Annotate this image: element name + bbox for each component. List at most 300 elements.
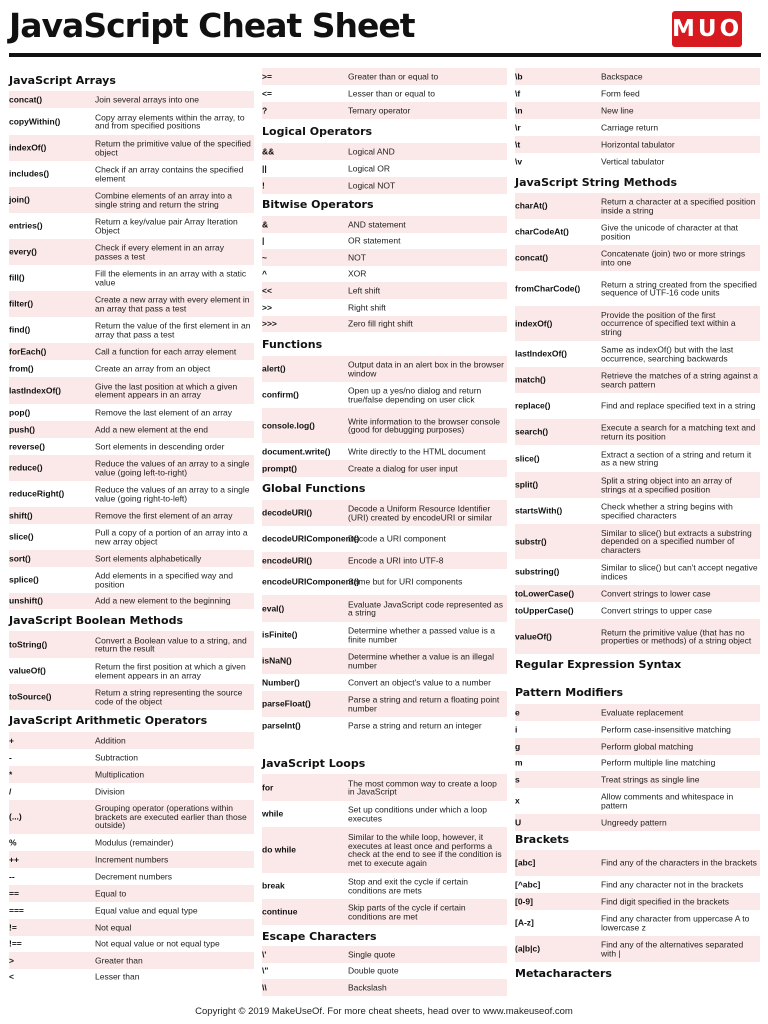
table-row: [262, 216, 507, 233]
entry-description: The most common way to create a loop in JavaScript: [348, 777, 497, 797]
entry-description: Similar to the while loop, however, it executes at least once and performs a check at the end to see if the condition is met to execute again: [348, 831, 502, 868]
entry-description: Perform global matching: [601, 741, 694, 752]
entry-key: \": [262, 965, 269, 976]
entry-description: Execute a search for a matching text and return its position: [601, 422, 756, 441]
entry-key: reduce(): [9, 462, 43, 473]
table-row: [9, 187, 254, 213]
entry-key: !: [262, 180, 265, 190]
table-row: [515, 419, 760, 445]
table-row: [262, 691, 507, 717]
table-row: [9, 213, 254, 239]
entry-key: %: [9, 837, 17, 847]
table-row: [515, 524, 760, 559]
entry-key: includes(): [9, 168, 50, 179]
entry-description: Form feed: [601, 88, 640, 99]
table-row: [9, 732, 254, 749]
entry-description: Evaluate replacement: [601, 707, 684, 718]
entry-key: fromCharCode(): [515, 283, 581, 293]
entry-key: \b: [515, 71, 523, 81]
entry-description: Return a key/value pair Array Iteration Object: [95, 216, 238, 235]
entry-key: \f: [515, 88, 521, 98]
entry-description: Similar to slice() but extracts a substring depended on a specified number of characters: [601, 527, 752, 555]
table-row: [9, 783, 254, 800]
entry-description: Evaluate JavaScript code represented as a string: [348, 598, 503, 618]
table-row: [9, 936, 254, 952]
entry-key: push(): [9, 424, 35, 434]
entry-description: Pull a copy of a portion of an array into a new array object: [95, 527, 248, 546]
entry-description: Return the primitive value of the specified object: [95, 138, 251, 157]
entry-description: Perform case-insensitive matching: [601, 724, 731, 735]
entry-description: Double quote: [348, 965, 399, 976]
table-row: [9, 800, 254, 834]
table-row: [9, 834, 254, 851]
entry-key: ?: [262, 105, 268, 115]
table-row: [515, 119, 760, 136]
entry-key: \t: [515, 139, 521, 149]
table-row: [262, 233, 507, 249]
table-row: [262, 500, 507, 526]
entry-description: Add elements in a specified way and position: [95, 570, 233, 589]
entry-description: Logical AND: [348, 146, 395, 157]
entry-description: Backspace: [601, 71, 643, 82]
entry-key: m: [515, 757, 523, 768]
entry-key: >>: [262, 302, 272, 312]
entry-key: slice(): [9, 531, 34, 542]
entry-description: Join several arrays into one: [95, 94, 199, 105]
section-title-brackets: Brackets: [515, 833, 570, 846]
table-row: [515, 472, 760, 498]
entry-key: toString(): [9, 639, 48, 649]
entry-description: Write directly to the HTML document: [348, 446, 486, 457]
table-row: [9, 404, 254, 421]
section-title-javascript-boolean-methods: JavaScript Boolean Methods: [9, 614, 183, 627]
table-row: [262, 382, 507, 408]
entry-key: while: [262, 808, 284, 819]
entry-description: Extract a section of a string and return it as a new string: [601, 448, 752, 468]
entry-key: <=: [262, 88, 272, 98]
entry-description: Equal to: [95, 888, 127, 899]
entry-key: split(): [515, 479, 539, 490]
entry-description: XOR: [348, 268, 367, 279]
table-row: [262, 774, 507, 801]
entry-key: shift(): [9, 510, 33, 520]
entry-description: Find any character from uppercase A to lowercase z: [601, 913, 750, 932]
table-row: [515, 445, 760, 472]
entry-description: Decode a Uniform Resource Identifier (URI) created by encodeURI or similar: [348, 503, 493, 522]
entry-key: ===: [9, 905, 24, 915]
section-title-logical-operators: Logical Operators: [262, 125, 373, 138]
entry-description: Determine whether a passed value is a finite number: [348, 625, 495, 644]
entry-key: \n: [515, 105, 523, 115]
entry-key: indexOf(): [515, 318, 553, 328]
entry-key: from(): [9, 363, 34, 373]
section-title-bitwise-operators: Bitwise Operators: [262, 198, 374, 211]
entry-description: Write information to the browser console (good for debugging purposes): [348, 415, 500, 435]
entry-description: Return a character at a specified position inside a string: [601, 196, 756, 215]
entry-key: [abc]: [515, 857, 536, 868]
entry-description: Logical NOT: [348, 180, 396, 191]
entry-description: Create a dialog for user input: [348, 463, 458, 474]
entry-key: valueOf(): [9, 665, 46, 676]
entry-key: s: [515, 774, 520, 784]
entry-description: Copy array elements within the array, to and from specified positions: [95, 111, 245, 131]
entry-key: e: [515, 707, 520, 717]
entry-description: Logical OR: [348, 163, 391, 174]
entry-key: decodeURIComponent(): [262, 533, 360, 544]
section-title-global-functions: Global Functions: [262, 482, 366, 495]
section-title-javascript-arithmetic-operators: JavaScript Arithmetic Operators: [9, 714, 208, 727]
entry-description: Decrement numbers: [95, 871, 173, 882]
table-row: [515, 721, 760, 738]
entry-description: Check whether a string begins with specified characters: [601, 501, 733, 520]
table-row: [9, 524, 254, 550]
table-row: [515, 619, 760, 654]
table-row: [9, 265, 254, 291]
entry-description: Sort elements alphabetically: [95, 553, 202, 564]
entry-description: Combine elements of an array into a single string and return the string: [95, 190, 233, 209]
section-title-functions: Functions: [262, 338, 323, 351]
entry-key: +: [9, 735, 14, 745]
entry-key: decodeURI(): [262, 507, 313, 518]
table-row: [9, 885, 254, 902]
table-row: [9, 567, 254, 593]
entry-description: Return a string created from the specified sequence of UTF-16 code units: [601, 278, 757, 298]
entry-key: toLowerCase(): [515, 588, 575, 598]
entry-key: startsWith(): [515, 505, 563, 516]
entry-key: continue: [262, 906, 298, 917]
entry-description: Lesser than: [95, 971, 140, 982]
entry-key: (a|b|c): [515, 943, 541, 954]
entry-description: Zero fill right shift: [348, 318, 413, 329]
entry-key: substring(): [515, 566, 560, 577]
entry-description: Add a new element to the beginning: [95, 595, 231, 606]
entry-description: Determine whether a value is an illegal number: [348, 651, 494, 670]
entry-description: Right shift: [348, 302, 386, 313]
entry-description: Perform multiple line matching: [601, 757, 716, 768]
entry-description: Allow comments and whitespace in pattern: [601, 791, 734, 810]
table-row: [262, 85, 507, 102]
table-row: [9, 377, 254, 404]
entry-key: copyWithin(): [9, 116, 61, 126]
entry-description: OR statement: [348, 235, 401, 246]
table-row: [262, 249, 507, 266]
entry-key: ==: [9, 888, 19, 898]
entry-description: Horizontal tabulator: [601, 139, 675, 150]
entry-description: Check if an array contains the specified element: [95, 164, 244, 183]
table-row: [515, 136, 760, 153]
table-row: [515, 704, 760, 721]
entry-description: Give the unicode of character at that position: [601, 222, 739, 241]
entry-key: --: [9, 871, 15, 881]
table-row: [515, 68, 760, 85]
section-title-javascript-arrays: JavaScript Arrays: [9, 74, 116, 87]
header-rule: [9, 53, 761, 57]
entry-key: &&: [262, 146, 275, 156]
table-row: [262, 873, 507, 899]
entry-key: U: [515, 817, 522, 827]
table-row: [515, 306, 760, 341]
entry-key: find(): [9, 324, 31, 335]
entry-key: concat(): [9, 94, 43, 104]
logo-text: MUO: [672, 16, 743, 42]
table-row: [9, 421, 254, 438]
entry-key: /: [9, 786, 12, 796]
entry-description: Ungreedy pattern: [601, 817, 667, 828]
entry-key: \\: [262, 982, 267, 992]
entry-key: <<: [262, 285, 272, 295]
entry-description: Backslash: [348, 982, 387, 993]
table-row: [515, 936, 760, 962]
entry-description: Check if every element in an array passes a test: [95, 242, 224, 261]
entry-description: Single quote: [348, 949, 396, 960]
table-row: [515, 755, 760, 771]
entry-description: Sort elements in descending order: [95, 441, 225, 452]
entry-key: confirm(): [262, 389, 299, 400]
entry-key: reduceRight(): [9, 488, 65, 499]
entry-description: Find digit specified in the brackets: [601, 896, 730, 907]
table-row: [262, 177, 507, 194]
entry-description: Remove the last element of an array: [95, 407, 233, 418]
entry-key: charCodeAt(): [515, 226, 569, 237]
table-row: [262, 316, 507, 332]
table-row: [9, 919, 254, 936]
table-row: [262, 648, 507, 674]
entry-key: forEach(): [9, 346, 47, 356]
section-title-javascript-string-methods: JavaScript String Methods: [515, 176, 678, 189]
entry-description: Greater than: [95, 955, 143, 966]
entry-key: Number(): [262, 677, 300, 687]
table-row: [9, 749, 254, 766]
table-row: [9, 851, 254, 868]
entry-description: Subtraction: [95, 752, 138, 763]
entry-description: Vertical tabulator: [601, 156, 665, 167]
table-row: [262, 68, 507, 85]
entry-key: encodeURIComponent(): [262, 576, 360, 587]
entry-key: -: [9, 752, 12, 762]
entry-description: Encode a URI into UTF-8: [348, 555, 444, 566]
entry-description: Treat strings as single line: [601, 774, 700, 785]
entry-key: ++: [9, 854, 19, 864]
entry-key: &: [262, 219, 269, 229]
entry-key: ||: [262, 163, 267, 173]
table-row: [9, 550, 254, 567]
table-row: [262, 143, 507, 160]
entry-description: Split a string object into an array of strings at a specified position: [601, 475, 732, 494]
entry-description: Set up conditions under which a loop executes: [348, 804, 487, 823]
entry-key: isNaN(): [262, 655, 292, 666]
table-row: [262, 622, 507, 648]
table-row: [262, 569, 507, 595]
table-row: [262, 460, 507, 477]
entry-key: indexOf(): [9, 142, 47, 153]
table-row: [262, 717, 507, 735]
entry-key: valueOf(): [515, 631, 552, 641]
table-row: [9, 481, 254, 507]
entry-description: NOT: [348, 252, 366, 263]
entry-description: New line: [601, 105, 634, 116]
entry-key: alert(): [262, 363, 286, 374]
table-row: [9, 91, 254, 108]
table-row: [515, 153, 760, 170]
entry-key: [^abc]: [515, 879, 541, 889]
entry-description: Increment numbers: [95, 854, 169, 865]
entry-key: x: [515, 795, 520, 806]
entry-key: >: [9, 955, 14, 965]
table-row: [262, 526, 507, 552]
entry-description: Convert an object's value to a number: [348, 677, 491, 688]
table-row: [9, 507, 254, 524]
entry-description: Decode a URI component: [348, 533, 446, 544]
entry-description: Equal value and equal type: [95, 905, 198, 916]
table-row: [515, 271, 760, 306]
entry-key: encodeURI(): [262, 555, 313, 565]
entry-key: g: [515, 741, 521, 751]
entry-key: reverse(): [9, 441, 45, 451]
table-row: [262, 827, 507, 873]
table-row: [262, 266, 507, 282]
table-row: [262, 595, 507, 622]
table-row: [515, 193, 760, 219]
entry-description: Output data in an alert box in the browser window: [348, 359, 504, 378]
entry-key: pop(): [9, 407, 31, 417]
muo-logo[interactable]: [672, 11, 742, 47]
table-row: [262, 102, 507, 119]
section-title-javascript-loops: JavaScript Loops: [262, 757, 366, 770]
table-row: [9, 317, 254, 343]
entry-description: Return a string representing the source code of the object: [95, 687, 243, 706]
footer: Copyright © 2019 MakeUseOf. For more cheat sheets, head over to www.makeuseof.com: [195, 1006, 573, 1017]
entry-key: console.log(): [262, 420, 315, 430]
entry-key: [A-z]: [515, 917, 534, 928]
entry-description: Carriage return: [601, 122, 659, 133]
entry-description: Find and replace specified text in a string: [601, 400, 756, 411]
entry-key: prompt(): [262, 463, 297, 473]
entry-key: sort(): [9, 553, 31, 563]
table-row: [515, 893, 760, 910]
entry-key: every(): [9, 246, 37, 257]
entry-description: Open up a yes/no dialog and return true/false depending on user click: [348, 385, 482, 404]
table-row: [262, 899, 507, 925]
entry-description: Skip parts of the cycle if certain conditions are met: [348, 902, 466, 921]
entry-description: Find any character not in the brackets: [601, 879, 744, 890]
table-row: [9, 902, 254, 919]
entry-key: eval(): [262, 603, 285, 613]
table-row: [515, 498, 760, 524]
table-row: [9, 952, 254, 969]
entry-description: Create an array from an object: [95, 363, 211, 374]
entry-description: Parse a string and return an integer: [348, 720, 482, 731]
entry-key: \v: [515, 156, 523, 166]
entry-key: toSource(): [9, 691, 52, 702]
entry-key: ~: [262, 252, 267, 262]
table-row: [515, 814, 760, 831]
table-row: [515, 602, 760, 619]
entry-key: \r: [515, 122, 521, 132]
entry-key: fill(): [9, 272, 25, 283]
entry-key: charAt(): [515, 200, 548, 211]
table-row: [262, 963, 507, 979]
table-row: [515, 788, 760, 814]
entry-key: \': [262, 949, 267, 959]
table-row: [515, 876, 760, 893]
section-title-regular-expression-syntax: Regular Expression Syntax: [515, 658, 682, 671]
entry-description: Return the primitive value (that has no properties or methods) of a string object: [601, 626, 752, 646]
entry-key: do while: [262, 844, 296, 855]
table-row: [515, 367, 760, 393]
entry-key: filter(): [9, 298, 34, 309]
entry-key: !==: [9, 938, 22, 949]
entry-key: toUpperCase(): [515, 605, 574, 615]
table-row: [262, 552, 507, 569]
table-row: [515, 102, 760, 119]
entry-key: document.write(): [262, 446, 331, 456]
section-title-metacharacters: Metacharacters: [515, 967, 612, 980]
entry-description: Add a new element at the end: [95, 424, 208, 435]
entry-key: concat(): [515, 252, 549, 263]
entry-description: Reduce the values of an array to a single value (going left-to-right): [95, 458, 250, 477]
entry-description: Stop and exit the cycle if certain conditions are mets: [348, 876, 469, 895]
entry-key: join(): [9, 194, 30, 205]
table-row: [262, 801, 507, 827]
header: [0, 0, 768, 58]
table-row: [262, 674, 507, 691]
entry-key: i: [515, 724, 518, 734]
entry-description: Convert strings to upper case: [601, 605, 713, 616]
table-row: [515, 219, 760, 245]
entry-description: Fill the elements in an array with a static value: [95, 268, 247, 287]
entry-description: Lesser than or equal to: [348, 88, 435, 99]
entry-key: ^: [262, 268, 267, 279]
table-row: [515, 585, 760, 602]
table-row: [9, 360, 254, 377]
table-row: [9, 969, 254, 985]
page-title: JavaScript Cheat Sheet: [9, 6, 415, 45]
table-row: [515, 85, 760, 102]
entry-description: Not equal value or not equal type: [95, 938, 220, 949]
entry-key: parseInt(): [262, 720, 301, 731]
entry-description: Remove the first element of an array: [95, 510, 233, 521]
entry-description: Similar to slice() but can't accept negative indices: [601, 562, 758, 581]
entry-description: Convert a Boolean value to a string, and return the result: [95, 634, 247, 654]
table-row: [9, 343, 254, 360]
entry-description: Same as indexOf() but with the last occurrence, searching backwards: [601, 344, 734, 363]
entry-description: Grouping operator (operations within brackets are executed earlier than those outside): [95, 803, 247, 831]
table-row: [9, 161, 254, 187]
entry-description: Call a function for each array element: [95, 346, 237, 357]
entry-description: Give the last position at which a given element appears in an array: [95, 380, 238, 400]
entry-key: search(): [515, 426, 549, 437]
table-row: [262, 160, 507, 177]
entry-key: break: [262, 880, 285, 891]
entry-description: Return the value of the first element in an array that pass a test: [95, 320, 251, 339]
table-row: [9, 593, 254, 609]
entry-description: Multiplication: [95, 769, 145, 780]
entry-key: !=: [9, 922, 17, 932]
table-row: [9, 658, 254, 684]
entry-key: match(): [515, 374, 546, 385]
entry-description: AND statement: [348, 219, 406, 230]
entry-key: for: [262, 782, 274, 792]
entry-description: Reduce the values of an array to a single value (going right-to-left): [95, 484, 250, 503]
entry-key: [0-9]: [515, 896, 533, 906]
entry-key: isFinite(): [262, 629, 298, 640]
entry-description: Convert strings to lower case: [601, 588, 711, 599]
entry-key: unshift(): [9, 595, 43, 606]
entry-key: (...): [9, 811, 22, 822]
entry-description: Concatenate (join) two or more strings into one: [601, 248, 746, 267]
table-row: [9, 684, 254, 710]
entry-description: Return the first position at which a given element appears in an array: [95, 661, 246, 680]
